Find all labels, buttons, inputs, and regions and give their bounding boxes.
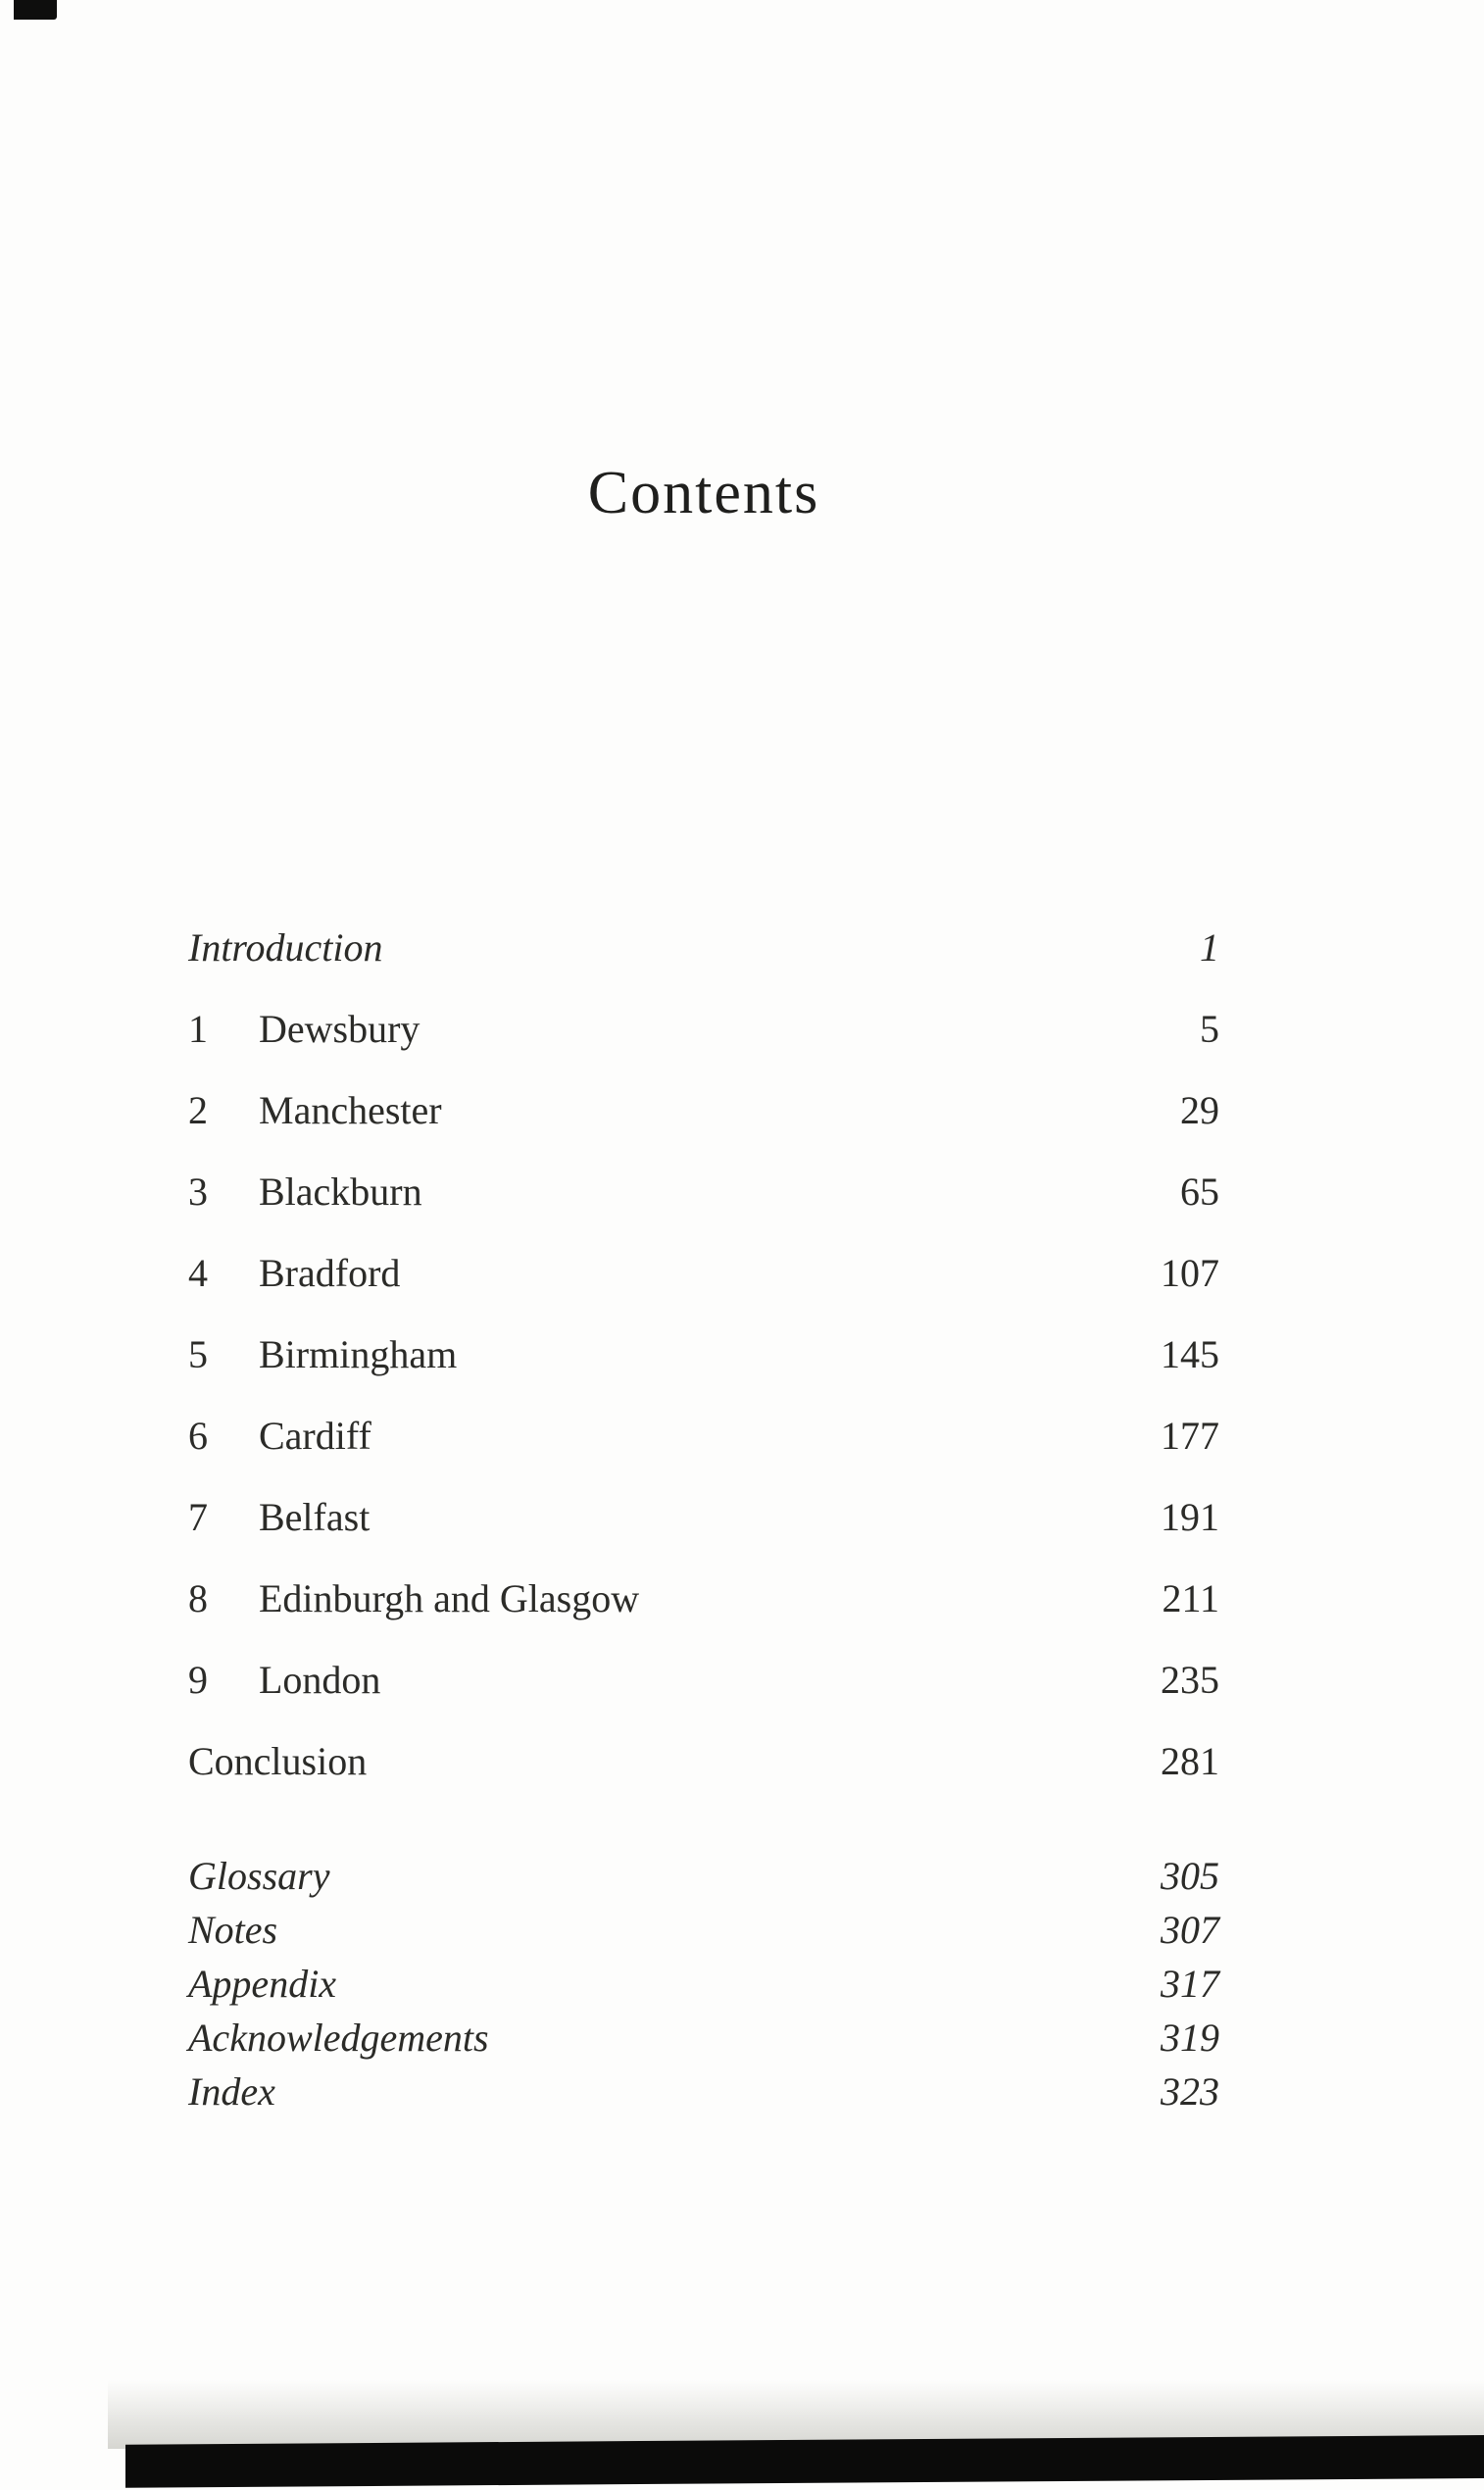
- entry-title: Appendix: [188, 1962, 337, 2006]
- page-number: 177: [1161, 1414, 1219, 1458]
- page-number: 307: [1161, 1908, 1219, 1952]
- page-number: 281: [1161, 1739, 1219, 1783]
- toc-entry: [188, 988, 1219, 1070]
- page-number: 5: [1200, 1007, 1219, 1051]
- chapter-number: 3: [188, 1170, 208, 1214]
- page-number: 145: [1161, 1332, 1219, 1376]
- page-number: 29: [1180, 1088, 1219, 1132]
- chapter-number: 4: [188, 1251, 208, 1295]
- toc-entry: [188, 1720, 1219, 1802]
- entry-title: London: [259, 1658, 381, 1702]
- toc-entry: [188, 1070, 1219, 1151]
- page-number: 1: [1200, 925, 1219, 970]
- page-number: 317: [1161, 1962, 1219, 2006]
- page-title: Contents: [587, 460, 820, 526]
- chapter-number: 9: [188, 1658, 208, 1702]
- scan-artifact-top-left: [14, 0, 57, 20]
- toc-entry: [188, 2011, 1219, 2065]
- entry-title: Cardiff: [259, 1414, 371, 1458]
- chapter-number: 1: [188, 1007, 208, 1051]
- toc-backmatter-list: [188, 1849, 1219, 2118]
- entry-title: Edinburgh and Glasgow: [259, 1576, 640, 1620]
- toc-entry: [188, 1903, 1219, 1957]
- entry-title: Manchester: [259, 1088, 442, 1132]
- entry-title: Belfast: [259, 1495, 371, 1539]
- page-number: 235: [1161, 1658, 1219, 1702]
- chapter-number: 6: [188, 1414, 208, 1458]
- toc-entry: [188, 1395, 1219, 1476]
- toc-entry: [188, 1558, 1219, 1639]
- chapter-number: 7: [188, 1495, 208, 1539]
- page-number: 191: [1161, 1495, 1219, 1539]
- toc-entry: [188, 1849, 1219, 1903]
- toc-entry: [188, 1476, 1219, 1558]
- entry-title: Index: [188, 2069, 275, 2114]
- toc-entry: [188, 1957, 1219, 2011]
- entry-title: Acknowledgements: [188, 2016, 489, 2060]
- toc-entry: [188, 1639, 1219, 1720]
- toc-entry: [188, 1151, 1219, 1232]
- page-number: 211: [1162, 1576, 1219, 1620]
- scan-artifact-bottom-edge: [125, 2435, 1484, 2488]
- toc-entry: [188, 1314, 1219, 1395]
- chapter-number: 2: [188, 1088, 208, 1132]
- toc-entry: [188, 907, 1219, 988]
- chapter-number: 8: [188, 1576, 208, 1620]
- toc-entry: [188, 2065, 1219, 2118]
- chapter-number: 5: [188, 1332, 208, 1376]
- entry-title: Conclusion: [188, 1739, 368, 1783]
- entry-title: Blackburn: [259, 1170, 422, 1214]
- page-number: 305: [1161, 1854, 1219, 1898]
- page-number: 107: [1161, 1251, 1219, 1295]
- entry-title: Birmingham: [259, 1332, 458, 1376]
- entry-title: Glossary: [188, 1854, 330, 1898]
- toc-chapter-list: [188, 907, 1219, 1802]
- entry-title: Introduction: [188, 925, 383, 970]
- entry-title: Dewsbury: [259, 1007, 420, 1051]
- table-of-contents: [188, 907, 1219, 2118]
- toc-entry: [188, 1232, 1219, 1314]
- entry-title: Notes: [188, 1908, 278, 1952]
- page-number: 65: [1180, 1170, 1219, 1214]
- page-number: 319: [1161, 2016, 1219, 2060]
- entry-title: Bradford: [259, 1251, 401, 1295]
- page-number: 323: [1161, 2069, 1219, 2114]
